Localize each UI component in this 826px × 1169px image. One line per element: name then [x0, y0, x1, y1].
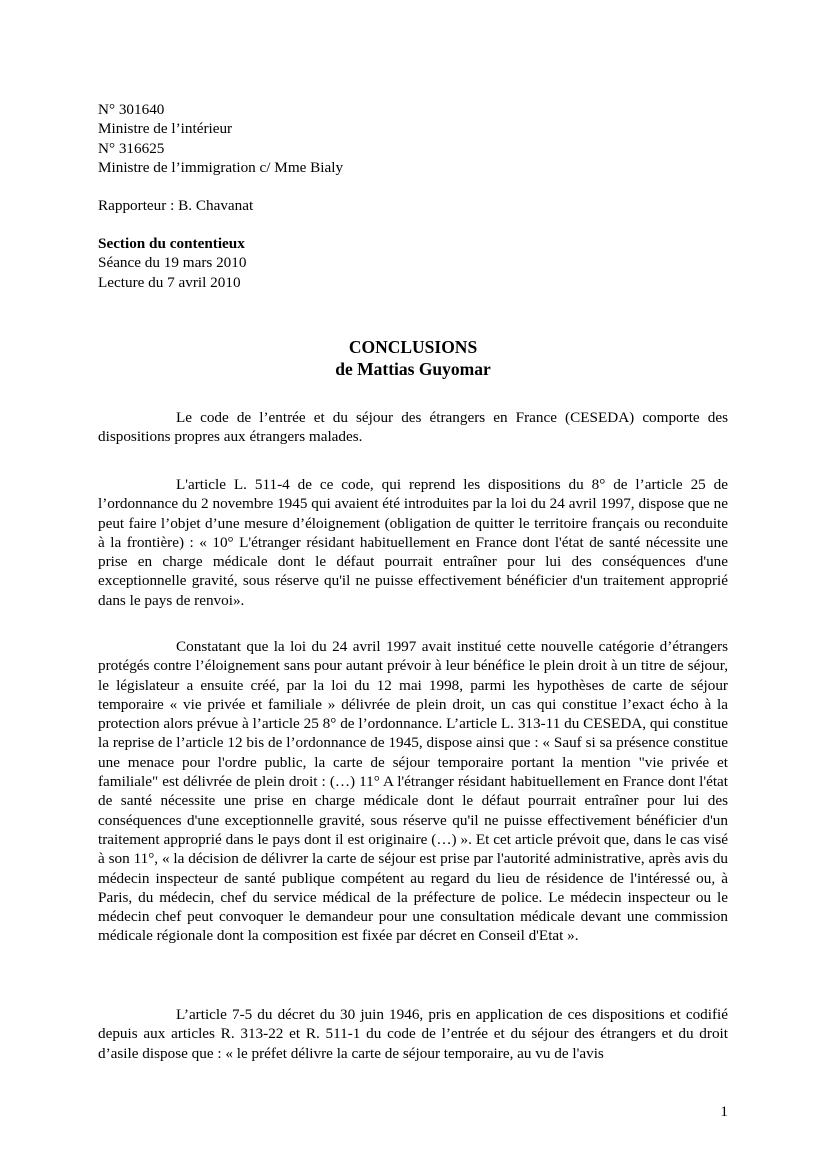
paragraph-2: L'article L. 511-4 de ce code, qui reprend les dispositions du 8° de l’article 25 de l’ordonnance du 2 novembre 1945 qui avaient été introduites par la loi du 24 avril 1997, dispose que ne peut faire l’objet d’une mesure d’éloignement (obligation de quitter le territoire français ou reconduite à la frontière) : « 10° L'étranger résidant habituellement en France dont l'état de santé nécessite une prise en charge médicale dont le défaut pourrait entraîner pour lui des conséquences d'une exceptionnelle gravité, sous réserve qu'il ne puisse effectivement bénéficier d'un traitement approprié dans le pays de renvoi».: [98, 476, 728, 609]
section-heading: Section du contentieux: [98, 235, 245, 252]
session-block: [98, 234, 728, 292]
document-title: [98, 337, 728, 380]
case-header: [98, 100, 728, 177]
paragraph-1: Le code de l’entrée et du séjour des étrangers en France (CESEDA) comporte des dispositions propres aux étrangers malades.: [98, 409, 728, 446]
case-number-2: N° 316625: [98, 139, 165, 157]
party-2: Ministre de l’immigration c/ Mme Bialy: [98, 158, 344, 176]
paragraph-3: Constatant que la loi du 24 avril 1997 avait institué cette nouvelle catégorie d’étrangers protégés contre l’éloignement sans pour autant prévoir à leur bénéfice le plein droit à un titre de séjour, le législateur a ensuite créé, par la loi du 12 mai 1998, parmi les hypothèses de carte de séjour temporaire « vie privée et familiale » délivrée de plein droit, un cas qui constitue l’exact écho à la protection alors prévue à l’article 25 8° de l’ordonnance. L’article L. 313-11 du CESEDA, qui constitue la reprise de l’article 12 bis de l’ordonnance de 1945, dispose ainsi que : « Sauf si sa présence constitue une menace pour l'ordre public, la carte de séjour temporaire portant la mention "vie privée et familiale" est délivrée de plein droit : (…) 11° A l'étranger résidant habituellement en France dont l'état de santé nécessite une prise en charge médicale dont le défaut pourrait entraîner pour lui des conséquences d'une exceptionnelle gravité, sous réserve qu'il ne puisse effectivement bénéficier d'un traitement approprié dans le pays dont il est originaire (…) ». Et cet article prévoit que, dans le cas visé à son 11°, « la décision de délivrer la carte de séjour est prise par l'autorité administrative, après avis du médecin inspecteur de santé publique compétent au regard du lieu de résidence de l'intéressé ou, à Paris, du médecin, chef du service médical de la préfecture de police. Le médecin inspecteur ou le médecin chef peut convoquer le demandeur pour une consultation médicale devant une commission médicale régionale dont la composition est fixée par décret en Conseil d'Etat ».: [98, 638, 728, 945]
rapporteur-line: Rapporteur : B. Chavanat: [98, 197, 254, 214]
case-number-1: N° 301640: [98, 101, 165, 118]
lecture-date: Lecture du 7 avril 2010: [98, 273, 241, 291]
title-line-conclusions: CONCLUSIONS: [348, 337, 478, 357]
page-number: 1: [720, 1103, 728, 1120]
seance-date: Séance du 19 mars 2010: [98, 254, 247, 272]
paragraph-4: L’article 7-5 du décret du 30 juin 1946, pris en application de ces dispositions et codifié depuis aux articles R. 313-22 et R. 511-1 du code de l’entrée et du séjour des étrangers et du droit d’asile dispose que : « le préfet délivre la carte de séjour temporaire, au vu de l'avis: [98, 1006, 728, 1062]
party-1: Ministre de l’intérieur: [98, 120, 233, 138]
title-line-author: de Mattias Guyomar: [335, 358, 491, 379]
rapporteur-block: [98, 196, 728, 215]
